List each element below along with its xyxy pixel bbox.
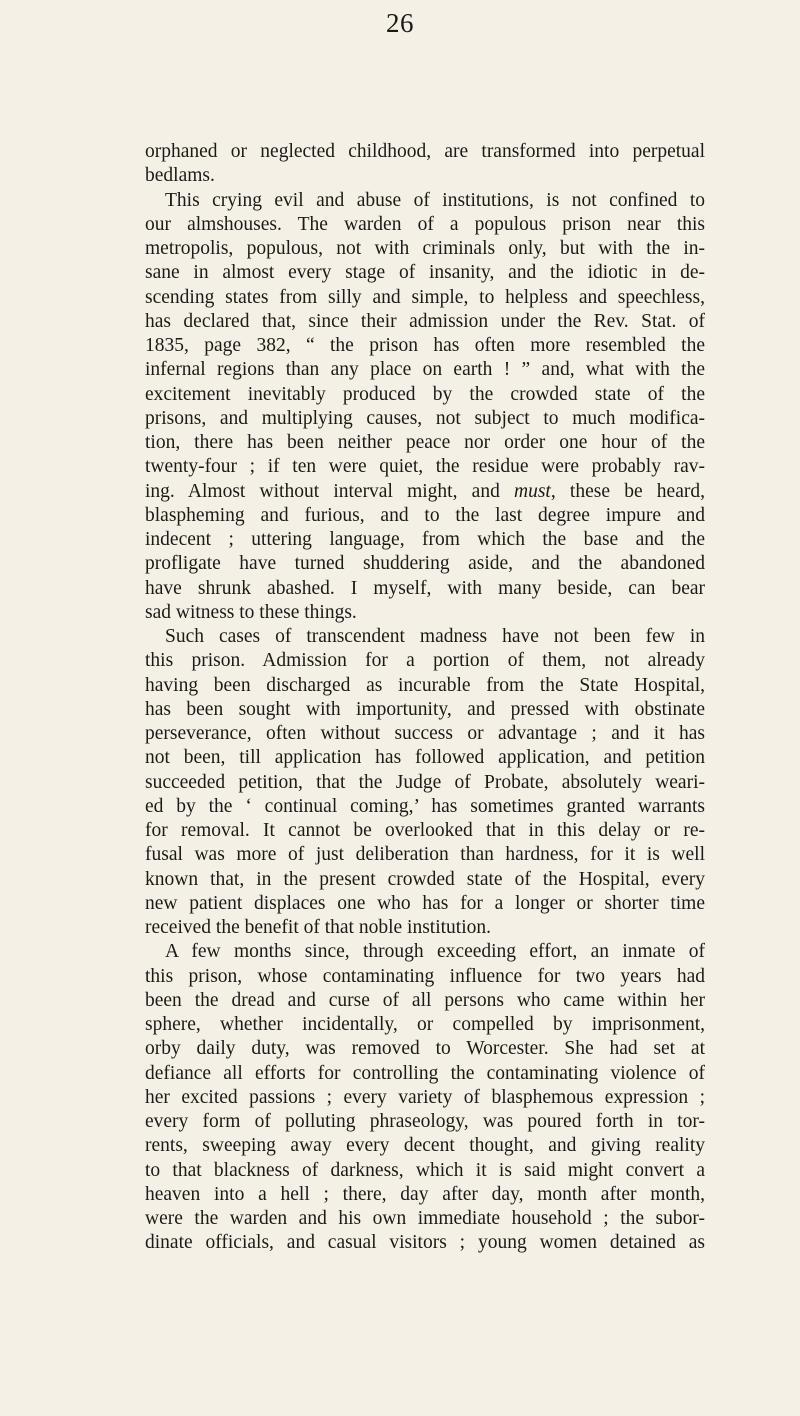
text-line: this prison, whose contaminating influence for two years had bbox=[145, 965, 705, 987]
text-line: excitement inevitably produced by the crowded state of the bbox=[145, 383, 705, 405]
text-line: infernal regions than any place on earth ! ” and, what with the bbox=[145, 359, 705, 381]
text-line: indecent ; uttering language, from which the base and the bbox=[145, 529, 705, 550]
body-text bbox=[145, 140, 705, 1256]
text-line: has declared that, since their admission under the Rev. Stat. of bbox=[145, 310, 705, 332]
paragraph bbox=[145, 140, 705, 189]
paragraph bbox=[145, 940, 705, 1255]
text-line: twenty-four ; if ten were quiet, the residue were probably rav- bbox=[145, 456, 705, 478]
text-line: fusal was more of just deliberation than hardness, for it is well bbox=[145, 844, 705, 866]
text-line: orby daily duty, was removed to Worcester. She had set at bbox=[145, 1038, 705, 1060]
text-line: prisons, and multiplying causes, not subject to much modifica- bbox=[145, 407, 705, 429]
text-line: were the warden and his own immediate household ; the subor- bbox=[145, 1208, 705, 1229]
emphasis: must bbox=[514, 480, 551, 502]
text-line: sane in almost every stage of insanity, and the idiotic in de- bbox=[145, 262, 705, 284]
text-line: been the dread and curse of all persons who came within her bbox=[145, 989, 705, 1011]
text-line: A few months since, through exceeding effort, an inmate of bbox=[165, 941, 705, 963]
text-line: her excited passions ; every variety of blasphemous expression ; bbox=[145, 1086, 705, 1108]
text-line: Such cases of transcendent madness have not been few in bbox=[165, 626, 705, 647]
text-line: have shrunk abashed. I myself, with many beside, can bear bbox=[145, 577, 705, 599]
paragraph bbox=[145, 625, 705, 940]
paragraph bbox=[145, 189, 705, 626]
text-line: dinate officials, and casual visitors ; young women detained as bbox=[145, 1232, 705, 1254]
text-line: sad witness to these things. bbox=[145, 601, 357, 623]
text-line: scending states from silly and simple, to helpless and speechless, bbox=[145, 286, 705, 308]
text-line: ed by the ‘ continual coming,’ has sometimes granted warrants bbox=[145, 795, 705, 817]
text-line: heaven into a hell ; there, day after day, month after month, bbox=[145, 1183, 705, 1205]
text-line: defiance all efforts for controlling the contaminating violence of bbox=[145, 1062, 705, 1084]
text-line: metropolis, populous, not with criminals only, but with the in- bbox=[145, 238, 705, 259]
text-line: orphaned or neglected childhood, are transformed into perpetual bbox=[145, 141, 705, 162]
text-line: profligate have turned shuddering aside, and the abandoned bbox=[145, 553, 705, 575]
text-line: perseverance, often without success or advantage ; and it has bbox=[145, 723, 705, 744]
text-line: tion, there has been neither peace nor order one hour of the bbox=[145, 432, 705, 453]
text-line: has been sought with importunity, and pressed with obstinate bbox=[145, 698, 705, 720]
text-line: new patient displaces one who has for a longer or shorter time bbox=[145, 892, 705, 914]
text-line: ing. Almost without interval might, and must, these be heard, bbox=[145, 480, 705, 502]
text-line: our almshouses. The warden of a populous prison near this bbox=[145, 213, 705, 235]
text-line: to that blackness of darkness, which it is said might convert a bbox=[145, 1159, 705, 1181]
text-line: every form of polluting phraseology, was poured forth in tor- bbox=[145, 1111, 705, 1132]
text-line: received the benefit of that noble institution. bbox=[145, 917, 492, 938]
text-line: 1835, page 382, “ the prison has often more resembled the bbox=[145, 335, 705, 356]
text-line: rents, sweeping away every decent thought, and giving reality bbox=[145, 1135, 705, 1157]
text-line: succeeded petition, that the Judge of Probate, absolutely weari- bbox=[145, 771, 705, 793]
text-line: not been, till application has followed application, and petition bbox=[145, 747, 705, 769]
text-line: blaspheming and furious, and to the last degree impure and bbox=[145, 504, 705, 526]
text-line: sphere, whether incidentally, or compelled by imprisonment, bbox=[145, 1014, 705, 1035]
text-line: for removal. It cannot be overlooked that in this delay or re- bbox=[145, 820, 705, 841]
text-line: This crying evil and abuse of institutions, is not confined to bbox=[165, 189, 705, 211]
text-line: this prison. Admission for a portion of them, not already bbox=[145, 650, 705, 672]
text-line: known that, in the present crowded state of the Hospital, every bbox=[145, 868, 705, 890]
page-number: 26 bbox=[386, 8, 414, 38]
text-line: having been discharged as incurable from the State Hospital, bbox=[145, 674, 705, 696]
text-line: bedlams. bbox=[145, 165, 215, 187]
